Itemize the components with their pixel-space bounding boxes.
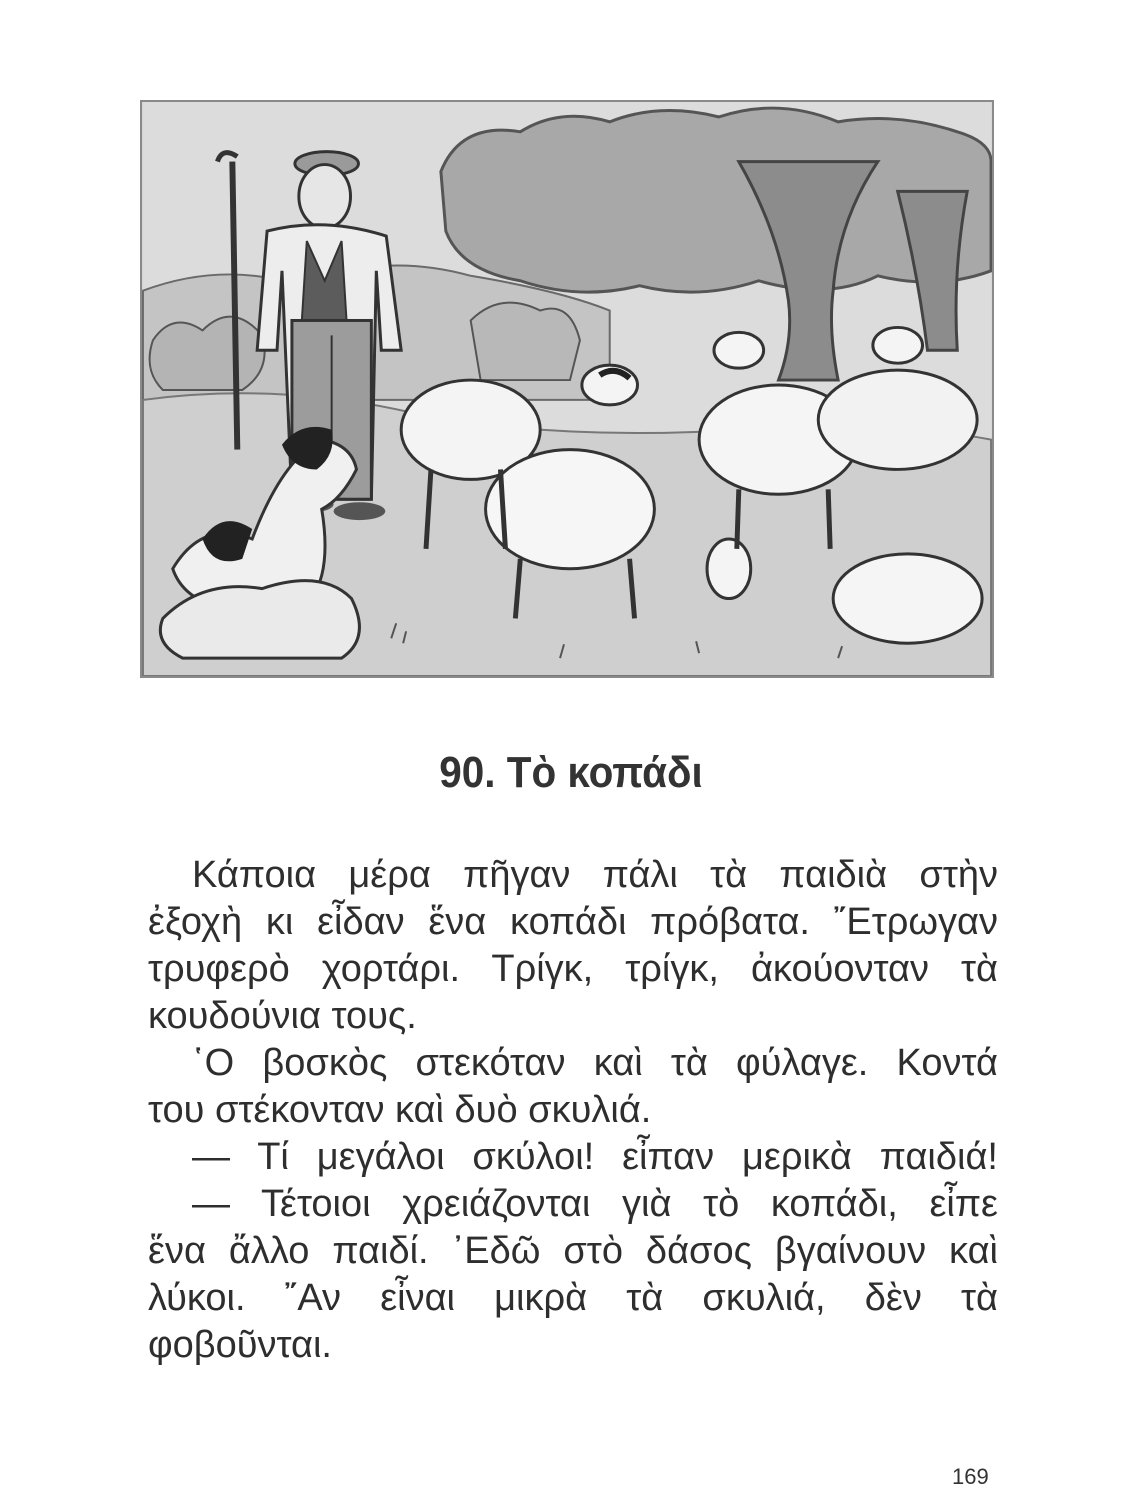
story-line: του στέκονταν καὶ δυὸ σκυλιά. xyxy=(148,1089,652,1131)
shepherd-flock-illustration xyxy=(142,102,992,676)
story-line: ἐξοχὴ κι εἶδαν ἕνα κοπάδι πρόβατα. ῎Ετρωγαν xyxy=(148,901,998,943)
story-line: λύκοι. ῎Αν εἶναι μικρὰ τὰ σκυλιά, δὲν τὰ xyxy=(148,1277,998,1319)
page-number: 169 xyxy=(952,1464,989,1489)
story-line: — Τέτοιοι χρειάζονται γιὰ τὸ κοπάδι, εἶπε xyxy=(192,1183,998,1225)
story-line: τρυφερὸ χορτάρι. Τρίγκ, τρίγκ, ἀκούονταν τὰ xyxy=(148,948,998,990)
story-line: ἕνα ἄλλο παιδί. ᾿Εδῶ στὸ δάσος βγαίνουν καὶ xyxy=(148,1230,998,1272)
story-line: κουδούνια τους. xyxy=(148,995,417,1037)
illustration-frame xyxy=(140,100,994,678)
story-line: Κάποια μέρα πῆγαν πάλι τὰ παιδιὰ στὴν xyxy=(192,854,998,896)
story-text xyxy=(148,852,998,1369)
story-line: ῾Ο βοσκὸς στεκόταν καὶ τὰ φύλαγε. Κοντά xyxy=(192,1042,998,1084)
story-line: φοβοῦνται. xyxy=(148,1324,332,1366)
chapter-title: 90. Τὸ κοπάδι xyxy=(439,748,703,797)
story-line: — Τί μεγάλοι σκύλοι! εἶπαν μερικὰ παιδιά! xyxy=(192,1136,998,1178)
